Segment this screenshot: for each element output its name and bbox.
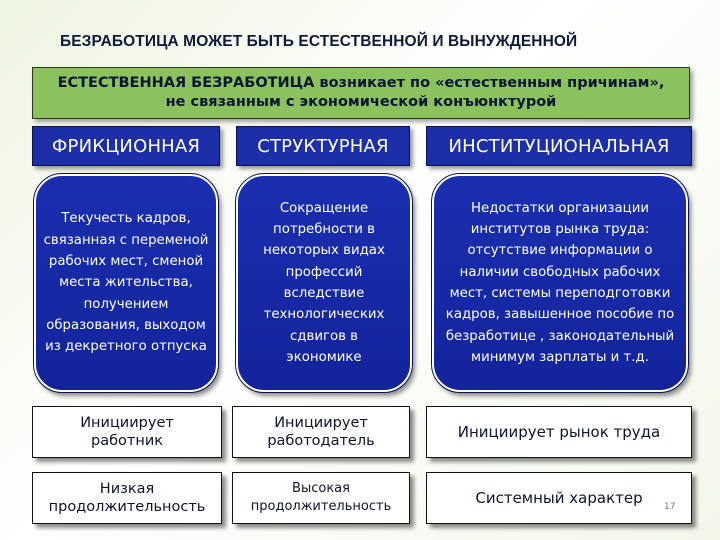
category-frictional: ФРИКЦИОННАЯ (32, 126, 220, 166)
initiator-frictional: Инициирует работник (32, 406, 222, 458)
natural-unemployment-banner: ЕСТЕСТВЕННАЯ БЕЗРАБОТИЦА возникает по «естественным причинам», не связанным с экономической конъюнктурой (32, 67, 690, 119)
duration-frictional: Низкая продолжительность (32, 472, 222, 524)
initiator-institutional: Инициирует рынок труда (426, 406, 692, 458)
description-institutional: Недостатки организации институтов рынка труда: отсутствие информации о наличии свободных рабочих мест, системы переподготовки кадров, завышенное пособие по безработице , законодательный минимум зарплаты и т.д. (432, 174, 688, 392)
description-structural: Сокращение потребности в некоторых видах профессий вследствие технологических сдвигов в экономике (236, 174, 412, 392)
page-number: 17 (664, 502, 676, 512)
description-frictional: Текучесть кадров, связанная с переменой рабочих мест, сменой места жительства, получением образования, выходом из декретного отпуска (34, 174, 218, 392)
initiator-structural: Инициирует работодатель (232, 406, 410, 458)
category-institutional: ИНСТИТУЦИОНАЛЬНАЯ (426, 126, 692, 166)
slide-title: БЕЗРАБОТИЦА МОЖЕТ БЫТЬ ЕСТЕСТВЕННОЙ И ВЫНУЖДЕННОЙ (60, 33, 578, 50)
duration-structural: Высокая продолжительность (232, 472, 410, 524)
category-structural: СТРУКТУРНАЯ (236, 126, 410, 166)
duration-institutional: Системный характер (426, 472, 692, 524)
